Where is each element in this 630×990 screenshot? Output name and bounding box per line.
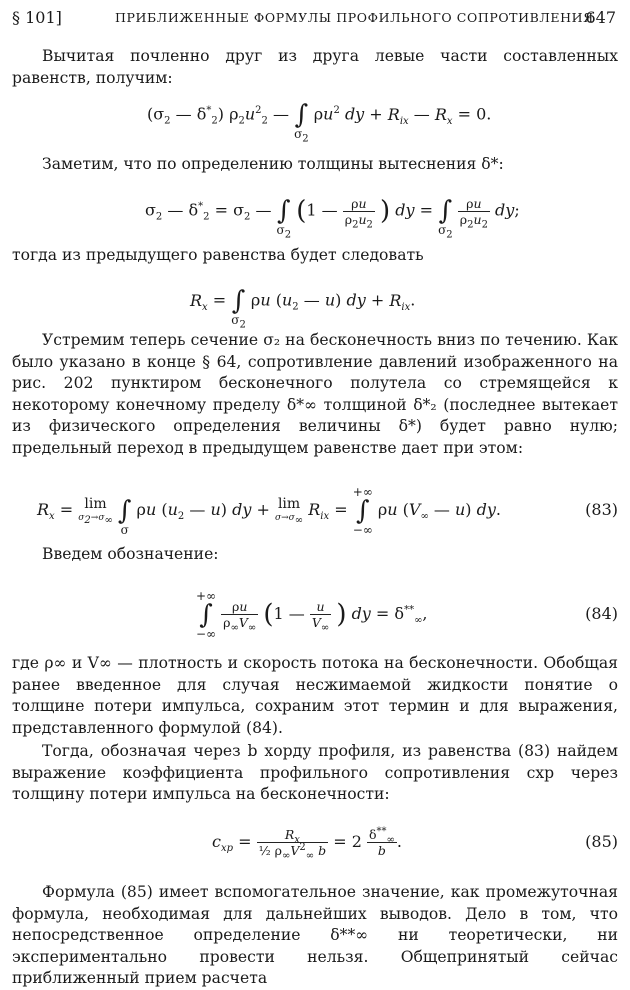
paragraph-limit: Устремим теперь сечение σ₂ на бесконечность вниз по течению. Как было указано в конце § 64, сопротивление давлений изображенного на рис. 202 пунктиром бесконечного полутела со стремящейся к некоторому конечному пределу δ*∞ толщиной δ*₂ (последнее вытекает из физического определения величины δ*) будет равно нулю; предельный переход в предыдущем равенстве дает при этом: — [12, 331, 618, 457]
paragraph-closing: Формула (85) имеет вспомогательное значение, как промежуточная формула, необходимая для дальнейших выводов. Дело в том, что непосредственное определение δ**∞ ни теоретически, ни экспериментально провести нельзя. Общепринятый сейчас приближенный прием расчета — [12, 883, 618, 988]
equation-formula: $\sigma_2$ — $\delta^*_2 = \sigma_2$ — ∫ $\sigma_2$ (1 — $\frac{\rho u}{\rho_2u_2}$ ) dy = ∫ $\sigma_2$ $\frac{\rho u}{\rho_2u_2}$ dy; — [145, 195, 520, 241]
equation-formula: $R_x$ = lim $\sigma_2\to\sigma_\infty$ ∫ σ ρu ($u_2$ — u) dy + lim $\sigma\to\sigma_\infty$ $R_{ix}$ = +∞ ∫ −∞ ρu ($V_\infty$ — u) dy. — [37, 484, 501, 537]
equation-84 — [12, 586, 618, 642]
equation-number: (83) — [585, 500, 618, 519]
equation-formula: $R_x$ = ∫ $\sigma_2$ ρu ($u_2$ — u) dy + $R_{ix}$. — [190, 286, 416, 331]
equation-83 — [12, 484, 618, 536]
paragraph-coefficient: Тогда, обозначая через b хорду профиля, из равенства (83) найдем выражение коэффициента профильного сопротивления cxp через толщину потери импульса на бесконечности: — [12, 742, 618, 804]
equation-number: (85) — [585, 832, 618, 851]
paragraph-notation: Введем обозначение: — [42, 545, 219, 563]
equation-formula: ($\sigma_2$ — $\delta^*_2$) $\rho_2u^2_2$ — ∫ $\sigma_2$ $\rho u^2$ dy + $R_{ix}$ — $R_x = 0$. — [147, 100, 492, 145]
equation-85 — [12, 815, 618, 869]
section-number: § 101] — [12, 8, 62, 27]
paragraph-then: тогда из предыдущего равенства будет следовать — [12, 246, 424, 264]
paragraph-definition: где ρ∞ и V∞ — плотность и скорость потока на бесконечности. Обобщая ранее введенное для случая несжимаемой жидкости понятие о толщине потери импульса, сохраним этот термин и для выражения, представленного формулой (84). — [12, 654, 618, 737]
running-title: ПРИБЛИЖЕННЫЕ ФОРМУЛЫ ПРОФИЛЬНОГО СОПРОТИВЛЕНИЯ — [115, 10, 594, 25]
running-header — [12, 8, 616, 30]
page-number: 647 — [585, 8, 616, 27]
equation-formula: $c_{xp}$ = $\frac{R_x}{\frac{1}{2} \rho_\infty V^2_\infty b}$ = 2 $\frac{\delta^{**}_\infty}{b}$ . — [212, 825, 402, 862]
paragraph-note: Заметим, что по определению толщины вытеснения δ*: — [42, 155, 504, 173]
equation-drag — [12, 276, 618, 331]
equation-formula: +∞ ∫ −∞ $\frac{\rho u}{\rho_\infty V_\infty}$ (1 — $\frac{u}{V_\infty}$ ) dy = $\delta^{**}_\infty$, — [196, 588, 428, 641]
paragraph-intro: Вычитая почленно друг из друга левые части составленных равенств, получим: — [12, 47, 618, 87]
equation-displacement — [12, 186, 618, 241]
equation-subtraction — [12, 90, 618, 145]
equation-number: (84) — [585, 604, 618, 623]
